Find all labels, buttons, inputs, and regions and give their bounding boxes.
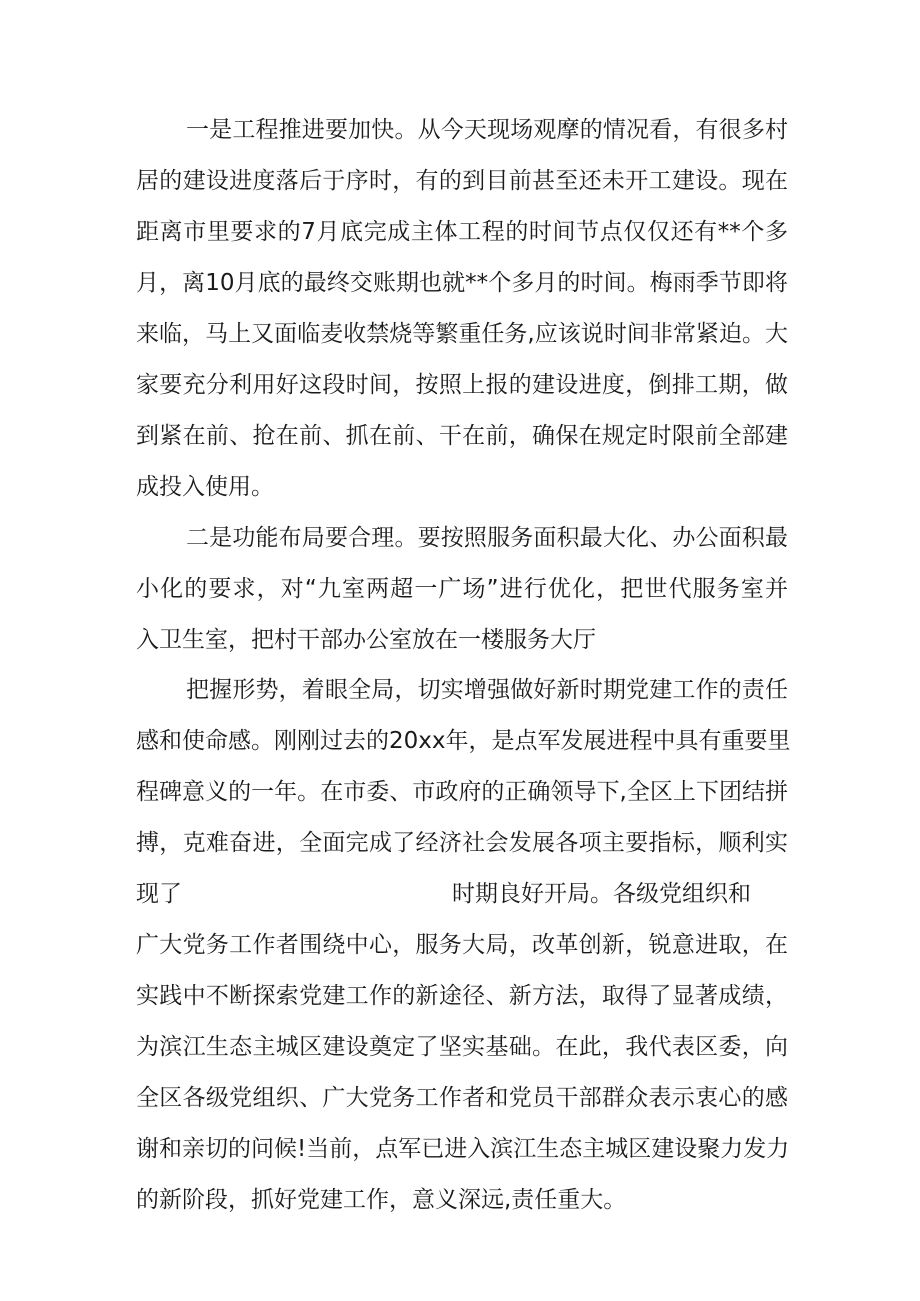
paragraph-2-line-1: 二是功能布局要合理。要按照服务面积最大化、办公面积最 [186, 525, 788, 551]
paragraph-3-line-8: 为滨江生态主城区建设奠定了坚实基础。在此，我代表区委，向 [136, 1034, 788, 1060]
paragraph-3-line-5-right: 时期良好开局。各级党组织和 [452, 881, 751, 907]
paragraph-3-line-6: 广大党务工作者围绕中心，服务大局，改革创新，锐意进取，在 [136, 932, 788, 958]
paragraph-1-line-4: 月，离10月底的最终交账期也就**个多月的时间。梅雨季节即将 [136, 270, 788, 296]
paragraph-3-line-3: 程碑意义的一年。在市委、市政府的正确领导下,全区上下团结拼 [136, 779, 788, 805]
paragraph-1-line-7: 到紧在前、抢在前、抓在前、干在前，确保在规定时限前全部建 [136, 423, 788, 449]
paragraph-3-line-5-left: 现了 [136, 881, 182, 907]
paragraph-1-line-5: 来临，马上又面临麦收禁烧等繁重任务,应该说时间非常紧迫。大 [136, 321, 788, 347]
paragraph-1-line-6: 家要充分利用好这段时间，按照上报的建设进度，倒排工期，做 [136, 372, 788, 398]
paragraph-2-line-2: 小化的要求，对“九室两超一广场”进行优化，把世代服务室并 [136, 576, 788, 602]
paragraph-3-line-10: 谢和亲切的问候!当前，点军已进入滨江生态主城区建设聚力发力 [136, 1136, 790, 1162]
paragraph-3-line-1: 把握形势，着眼全局，切实增强做好新时期党建工作的责任 [186, 677, 788, 703]
paragraph-3-line-4: 搏，克难奋进，全面完成了经济社会发展各项主要指标，顺利实 [136, 830, 788, 856]
paragraph-3-line-2: 感和使命感。刚刚过去的20xx年，是点军发展进程中具有重要里 [136, 728, 791, 754]
paragraph-1-line-1: 一是工程推进要加快。从今天现场观摩的情况看，有很多村 [186, 117, 788, 143]
paragraph-1-line-2: 居的建设进度落后于序时，有的到目前甚至还未开工建设。现在 [136, 168, 788, 194]
paragraph-1-line-3: 距离市里要求的7月底完成主体工程的时间节点仅仅还有**个多 [136, 219, 788, 245]
paragraph-1-line-8: 成投入使用。 [136, 474, 274, 500]
paragraph-2-line-3: 入卫生室，把村干部办公室放在一楼服务大厅 [136, 627, 596, 653]
paragraph-3-line-7: 实践中不断探索党建工作的新途径、新方法，取得了显著成绩， [136, 983, 788, 1009]
paragraph-3-line-9: 全区各级党组织、广大党务工作者和党员干部群众表示衷心的感 [136, 1085, 788, 1111]
paragraph-3-line-11: 的新阶段，抓好党建工作，意义深远,责任重大。 [136, 1187, 627, 1213]
